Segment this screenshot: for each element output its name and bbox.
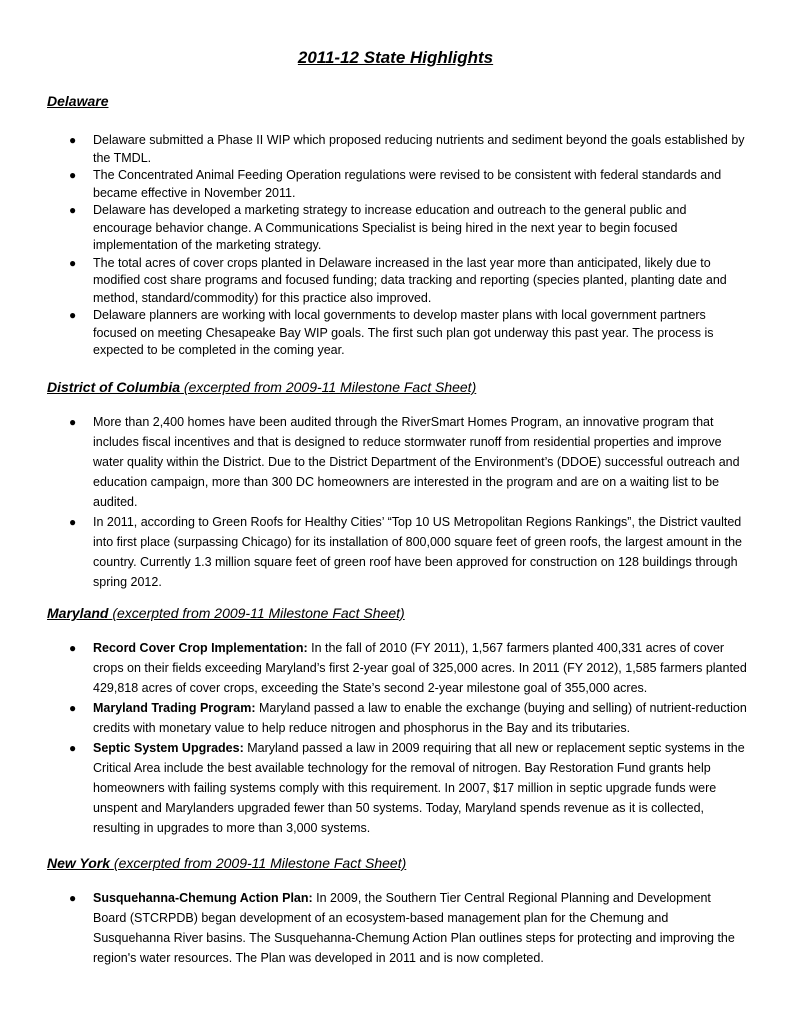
bullet-text: Delaware planners are working with local governments to develop master plans with local government partners focused on meeting Chesapeake Bay WIP goals. The first such plan got underway this past year. The process is expected to be completed in the coming year. (93, 308, 714, 357)
bullet-lead: Record Cover Crop Implementation: (93, 641, 308, 655)
bullet-icon: ● (69, 255, 77, 270)
state-name: New York (47, 855, 111, 871)
list-item (47, 255, 747, 308)
bullet-lead: Susquehanna-Chemung Action Plan: (93, 891, 313, 905)
bullet-text: The Concentrated Animal Feeding Operation regulations were revised to be consistent with federal standards and became effective in November 2011. (93, 168, 722, 200)
bullet-lead: Septic System Upgrades: (93, 741, 244, 755)
bullet-icon: ● (69, 168, 77, 182)
list-item (47, 412, 747, 512)
bullet-text: In 2011, according to Green Roofs for Healthy Cities’ “Top 10 US Metropolitan Regions Rankings”, the District vaulted into first place (surpassing Chicago) for its installation of 800,000 square feet of green roofs, the largest amount in the country. Currently 1.3 million square feet of green roof have been approved for construction on 128 buildings through spring 2012. (93, 515, 742, 589)
section-heading (47, 378, 747, 396)
section-note: (excerpted from 2009-11 Milestone Fact Sheet) (183, 379, 477, 395)
section-heading (47, 604, 747, 622)
section-heading (47, 854, 747, 872)
bullet-icon: ● (69, 415, 77, 429)
bullet-text: Delaware has developed a marketing strategy to increase education and outreach to the general public and encourage behavior change. A Communications Specialist is being hired in the next year to begin focused implementation of the marketing strategy. (93, 203, 687, 252)
list-item (47, 698, 747, 738)
state-name: Maryland (47, 605, 109, 621)
bullet-text: In 2009, the Southern Tier Central Regional Planning and Development Board (STCRPDB) began development of an ecosystem-based management plan for the Chemung and Susquehanna River basins. The Susquehanna-Chemung Action Plan outlines steps for protecting and improving the region's water resources. The Plan was developed in 2011 and is now completed. (93, 891, 735, 965)
list-item (47, 638, 747, 698)
bullet-list (47, 888, 747, 968)
state-name: Delaware (47, 93, 109, 109)
bullet-text: Delaware submitted a Phase II WIP which proposed reducing nutrients and sediment beyond the goals established by the TMDL. (93, 133, 745, 165)
page-title: 2011-12 State Highlights (297, 48, 494, 67)
bullet-text: In the fall of 2010 (FY 2011), 1,567 farmers planted 400,331 acres of cover crops on their fields exceeding Maryland’s first 2-year goal of 325,000 acres. In 2011 (FY 2012), 1,585 farmers planted 429,818 acres of cover crops, exceeding the State’s second 2-year milestone goal of 355,000 acres. (93, 641, 747, 695)
bullet-list (47, 412, 747, 592)
bullet-icon: ● (69, 515, 77, 529)
list-item (47, 307, 747, 360)
bullet-icon: ● (69, 133, 77, 147)
bullet-icon: ● (69, 741, 77, 755)
list-item (47, 738, 747, 838)
list-item (47, 132, 747, 167)
section-delaware (47, 92, 747, 360)
bullet-text: Maryland passed a law in 2009 requiring that all new or replacement septic systems in the Critical Area include the best available technology for the removal of nitrogen. Bay Restoration Fund grants help homeowners with failing systems comply with this requirement. In 2007, $17 million in septic upgrade funds were unspent and Marylanders upgraded fewer than 50 systems. Today, Maryland spends revenue as it is collected, resulting in upgrades to more than 3,000 systems. (93, 741, 745, 835)
bullet-text: The total acres of cover crops planted in Delaware increased in the last year more than anticipated, likely due to modified cost share programs and focused funding; data tracking and reporting (species planted, planting date and method, standard/commodity) for this practice also improved. (93, 255, 727, 305)
section-note: (excerpted from 2009-11 Milestone Fact Sheet) (112, 605, 405, 621)
section-note: (excerpted from 2009-11 Milestone Fact Sheet) (113, 855, 407, 871)
list-item (47, 512, 747, 592)
bullet-list (47, 638, 747, 838)
state-name: District of Columbia (47, 379, 181, 395)
bullet-icon: ● (69, 641, 77, 655)
bullet-text: More than 2,400 homes have been audited through the RiverSmart Homes Program, an innovative program that includes fiscal incentives and that is designed to reduce stormwater runoff from residential properties and improve water quality within the District. Due to the District Department of the Environment’s (DDOE) successful outreach and education campaign, more than 300 DC homeowners are interested in the program and are on a waiting list to be audited. (93, 415, 740, 509)
bullet-lead: Maryland Trading Program: (93, 701, 256, 715)
list-item (47, 888, 747, 968)
bullet-icon: ● (69, 701, 77, 715)
section-maryland (47, 604, 747, 838)
bullet-icon: ● (69, 891, 77, 905)
bullet-list (47, 132, 747, 360)
section-heading (47, 92, 747, 110)
section-district-of-columbia (47, 378, 747, 592)
bullet-icon: ● (69, 203, 77, 217)
bullet-text: Maryland passed a law to enable the exchange (buying and selling) of nutrient-reduction credits with monetary value to help reduce nitrogen and phosphorus in the Bay and its tributaries. (93, 701, 747, 735)
section-new-york (47, 854, 747, 968)
bullet-icon: ● (69, 308, 77, 322)
list-item (47, 202, 747, 255)
list-item (47, 167, 747, 202)
